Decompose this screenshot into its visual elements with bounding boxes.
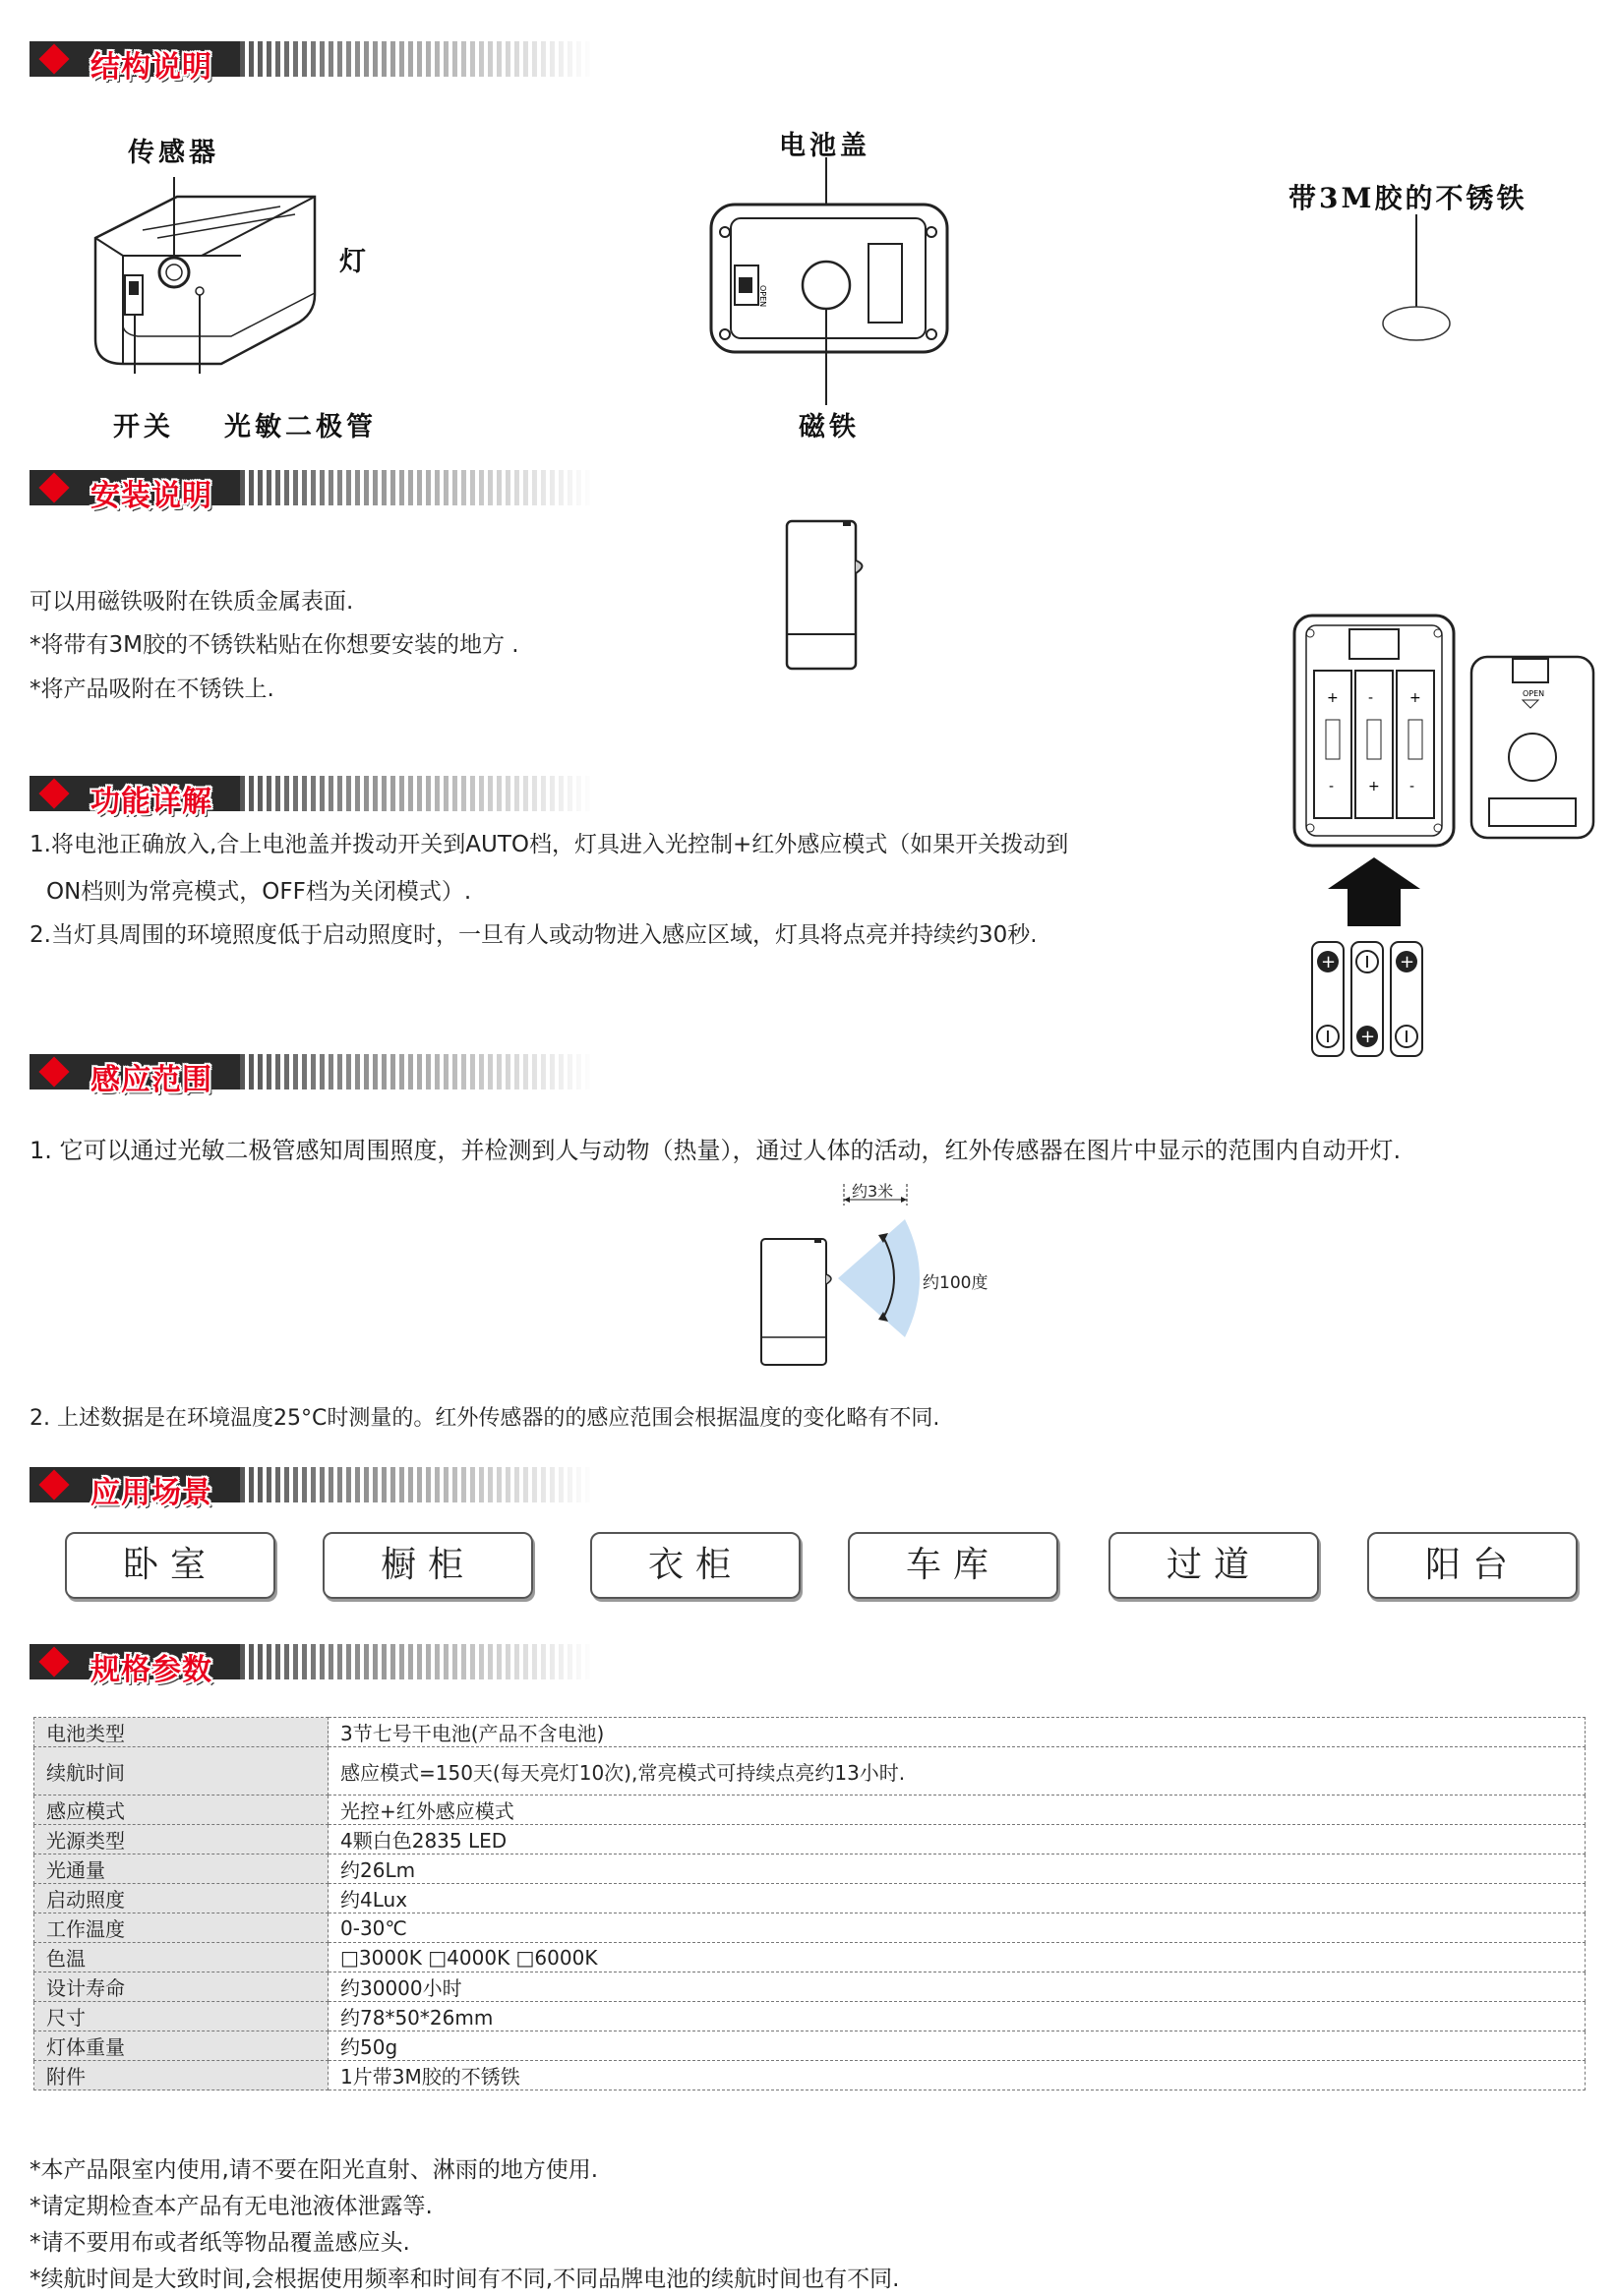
- svg-text:-: -: [1329, 779, 1335, 795]
- sensing-angle-label: 约100度: [923, 1273, 988, 1293]
- section-header-structure: [30, 39, 600, 85]
- label-battery-cover: 电池盖: [779, 131, 870, 161]
- section-title: 感应范围: [90, 1063, 212, 1097]
- device-side-illustration: [782, 516, 870, 674]
- label-switch: 开关: [113, 412, 174, 442]
- label-photodiode: 光敏二极管: [224, 412, 377, 442]
- section-header-install: [30, 468, 600, 513]
- note-4: *续航时间是大致时间,会根据使用频率和时间有不同,不同品牌电池的续航时间也有不同.: [30, 2267, 900, 2292]
- open-label: OPEN: [758, 285, 767, 308]
- section-title: 规格参数: [90, 1653, 212, 1687]
- function-line-3: 2.当灯具周围的环境照度低于启动照度时，一旦有人或动物进入感应区域，灯具将点亮并持续约30秒.: [30, 922, 1038, 948]
- table-row: 续航时间 感应模式=150天(每天亮灯10次),常亮模式可持续点亮约13小时.: [34, 1747, 1586, 1796]
- note-2: *请定期检查本产品有无电池液体泄露等.: [30, 2194, 433, 2219]
- scene-wardrobe: 衣柜: [590, 1532, 801, 1599]
- table-row: 色温 □3000K □4000K □6000K: [34, 1943, 1586, 1972]
- steel-plate-illustration: [1377, 214, 1456, 347]
- table-row: 设计寿命 约30000小时: [34, 1972, 1586, 2002]
- table-row: 光源类型 4颗白色2835 LED: [34, 1825, 1586, 1854]
- svg-text:+: +: [1321, 952, 1337, 972]
- table-row: 光通量 约26Lm: [34, 1854, 1586, 1884]
- section-header-sensing: [30, 1052, 600, 1097]
- function-line-2: ON档则为常亮模式，OFF档为关闭模式）.: [46, 879, 472, 905]
- table-row: 灯体重量 约50g: [34, 2031, 1586, 2061]
- device-front-illustration: [84, 177, 325, 374]
- device-back-illustration: [703, 138, 959, 423]
- svg-text:+: +: [1360, 1027, 1376, 1047]
- sensing-line-1: 1. 它可以通过光敏二极管感知周围照度，并检测到人与动物（热量），通过人体的活动，红外传感器在图片中显示的范围内自动开灯.: [30, 1137, 1402, 1164]
- svg-text:+: +: [1409, 690, 1421, 706]
- install-line-2: *将带有3M胶的不锈铁粘贴在你想要安装的地方 .: [30, 632, 519, 658]
- table-row: 工作温度 0-30℃: [34, 1913, 1586, 1943]
- sensing-distance-label: 约3米: [852, 1182, 894, 1201]
- sensing-line-2: 2. 上述数据是在环境温度25°C时测量的。红外传感器的的感应范围会根据温度的变化略有不同.: [30, 1406, 940, 1431]
- spec-table: [33, 1717, 1586, 2090]
- label-light: 灯: [339, 247, 370, 277]
- section-header-scenes: [30, 1465, 600, 1510]
- scene-bedroom: 卧室: [65, 1532, 275, 1599]
- battery-install-illustration: [1290, 612, 1605, 1064]
- section-header-specs: [30, 1642, 600, 1687]
- section-header-function: [30, 774, 600, 819]
- section-title: 安装说明: [90, 479, 212, 513]
- section-title: 功能详解: [90, 785, 212, 819]
- svg-text:+: +: [1400, 952, 1415, 972]
- svg-text:-: -: [1409, 779, 1415, 795]
- svg-text:OPEN: OPEN: [1523, 689, 1545, 698]
- install-line-1: 可以用磁铁吸附在铁质金属表面.: [30, 589, 354, 615]
- install-line-3: *将产品吸附在不锈铁上.: [30, 677, 274, 702]
- section-title: 应用场景: [90, 1476, 212, 1510]
- table-row: 尺寸 约78*50*26mm: [34, 2002, 1586, 2031]
- svg-text:+: +: [1368, 779, 1380, 795]
- note-3: *请不要用布或者纸等物品覆盖感应头.: [30, 2230, 410, 2256]
- function-line-1: 1.将电池正确放入,合上电池盖并拨动开关到AUTO档，灯具进入光控制+红外感应模式（如果开关拨动到: [30, 832, 1069, 857]
- table-row: 附件 1片带3M胶的不锈铁: [34, 2061, 1586, 2090]
- note-1: *本产品限室内使用,请不要在阳光直射、淋雨的地方使用.: [30, 2157, 599, 2183]
- table-row: 启动照度 约4Lux: [34, 1884, 1586, 1913]
- scene-garage: 车库: [848, 1532, 1058, 1599]
- scene-balcony: 阳台: [1367, 1532, 1578, 1599]
- table-row: 电池类型 3节七号干电池(产品不含电池): [34, 1718, 1586, 1747]
- label-steel-plate: 带3M胶的不锈铁: [1288, 182, 1527, 214]
- scene-cabinet: 橱柜: [323, 1532, 533, 1599]
- table-row: 感应模式 光控+红外感应模式: [34, 1796, 1586, 1825]
- section-title: 结构说明: [90, 50, 212, 85]
- scene-aisle: 过道: [1108, 1532, 1319, 1599]
- label-sensor: 传感器: [128, 138, 219, 168]
- svg-text:-: -: [1368, 690, 1374, 706]
- label-magnet: 磁铁: [799, 412, 860, 442]
- svg-text:+: +: [1327, 690, 1339, 706]
